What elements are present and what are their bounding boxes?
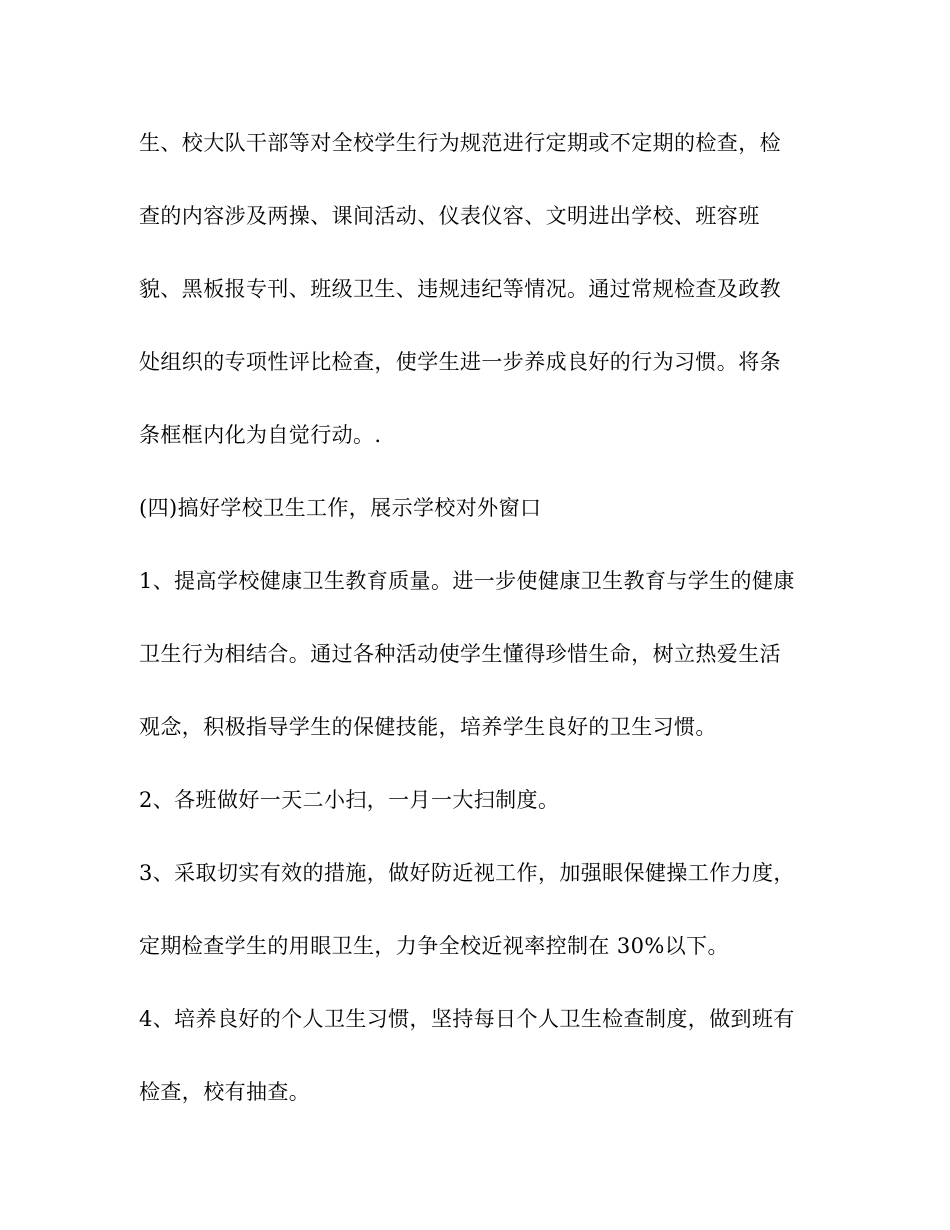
- list-item-4: 4、培养良好的个人卫生习惯，坚持每日个人卫生检查制度，做到班有: [139, 1007, 795, 1031]
- text-line: 卫生行为相结合。通过各种活动使学生懂得珍惜生命，树立热爱生活: [139, 642, 781, 666]
- text-line: 查的内容涉及两操、课间活动、仪表仪容、文明进出学校、班容班: [139, 204, 760, 228]
- list-item-1: 1、提高学校健康卫生教育质量。进一步使健康卫生教育与学生的健康: [139, 569, 795, 593]
- text-line: 处组织的专项性评比检查，使学生进一步养成良好的行为习惯。将条: [139, 350, 781, 374]
- text-line: 观念，积极指导学生的保健技能，培养学生良好的卫生习惯。: [139, 715, 717, 739]
- text-line: 定期检查学生的用眼卫生，力争全校近视率控制在 30%以下。: [139, 934, 729, 958]
- text-line: 条框框内化为自觉行动。.: [139, 423, 382, 447]
- text-line: 貌、黑板报专刊、班级卫生、违规违纪等情况。通过常规检查及政教: [139, 277, 781, 301]
- text-line: 生、校大队干部等对全校学生行为规范进行定期或不定期的检查，检: [139, 131, 781, 155]
- list-item-3: 3、采取切实有效的措施，做好防近视工作，加强眼保健操工作力度，: [139, 861, 795, 885]
- list-item-2: 2、各班做好一天二小扫，一月一大扫制度。: [139, 788, 560, 812]
- text-line: 检查，校有抽查。: [139, 1080, 311, 1104]
- section-heading: (四)搞好学校卫生工作，展示学校对外窗口: [139, 496, 542, 520]
